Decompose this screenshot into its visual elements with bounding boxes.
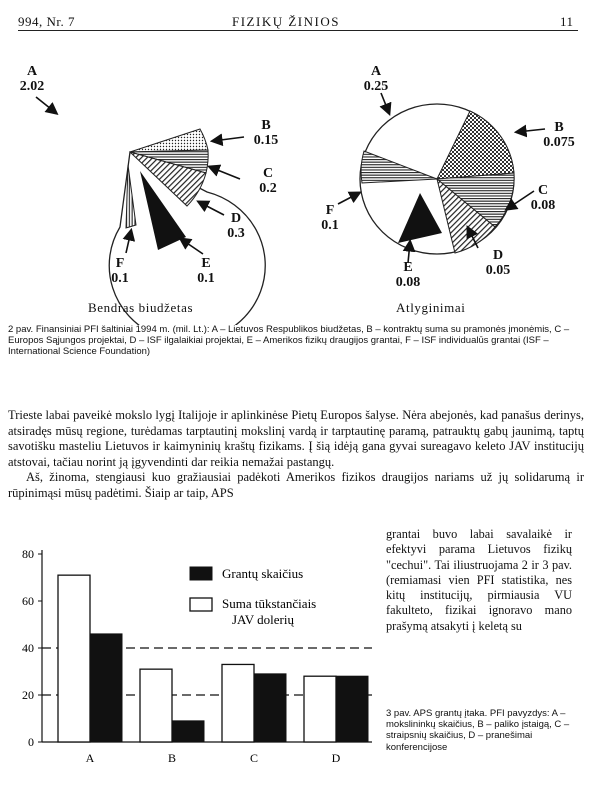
- bar-grantu-B: [172, 721, 204, 742]
- bar-chart-legend: [190, 566, 316, 627]
- slice-letter: C: [537, 183, 549, 198]
- pie-charts-figure: [0, 55, 599, 325]
- slice-value: 0.15: [253, 133, 279, 148]
- bar-suma-A: [58, 575, 90, 742]
- slice-letter: B: [554, 120, 564, 135]
- bar-chart-bars: [58, 575, 368, 742]
- figure-2-caption: 2 pav. Finansiniai PFI šaltiniai 1994 m. (mil. Lt.): A – Lietuvos Respublikos biudžetas, B – kontraktų suma su pramonės įmonėmis, C – Europos Sąjungos projektai, D – ISF ilgalaikiai projektai, E – Amerikos fizikų draugijos grantai, F – ISF individualūs grantai (ISF – International Science Foundation): [8, 324, 570, 357]
- y-tick-label: 80: [22, 547, 34, 561]
- journal-title: FIZIKŲ ŽINIOS: [232, 14, 340, 29]
- slice-value: 0.075: [543, 135, 575, 150]
- slice-letter: E: [403, 260, 413, 275]
- legend-swatch-black: [190, 567, 212, 580]
- figure-3-caption: 3 pav. APS grantų įtaka. PFI pavyzdys: A – mokslininkų skaičius, B – paliko įstaigą, C – straipsnių skaičius, D – pranešimai konferencijose: [386, 708, 570, 753]
- y-tick-label: 0: [28, 735, 34, 749]
- bar-suma-B: [140, 669, 172, 742]
- slice-letter: E: [201, 256, 211, 271]
- header-left: 994, Nr. 7: [18, 14, 75, 29]
- slice-letter: F: [115, 256, 125, 271]
- x-tick-label: D: [331, 751, 341, 765]
- slice-value: 0.2: [259, 181, 277, 196]
- y-tick-label: 40: [22, 641, 34, 655]
- pie-left-title: Bendras biudžetas: [88, 300, 194, 315]
- slice-value: 0.25: [363, 79, 389, 94]
- slice-value: 0.3: [227, 226, 245, 241]
- bar-grantu-D: [336, 676, 368, 742]
- slice-value: 0.08: [395, 275, 421, 290]
- slice-letter: D: [492, 248, 504, 263]
- slice-value: 0.1: [197, 271, 215, 286]
- legend-label-2a: Suma tūkstančiais: [222, 596, 317, 611]
- bar-grantu-A: [90, 634, 122, 742]
- bar-suma-D: [304, 676, 336, 742]
- bar-chart-xticks: [86, 751, 341, 765]
- pie-right-label-b: [534, 120, 584, 150]
- paragraph-2-wrap: grantai buvo labai savalaikė ir efektyvi parama Lietuvos fizikų "cechui". Tai iliustruojama 2 ir 3 pav. (remiamasi vien PFI statistika, nes kitų institucijų, pirmiausia VU fakulteto, fizikai ignoravo mano prašymą atsakyti į keletą su: [386, 527, 572, 633]
- slice-value: 2.02: [19, 79, 45, 94]
- slice-value: 0.1: [321, 218, 339, 233]
- paragraph-2: Aš, žinoma, stengiausi kuo gražiausiai padėkoti Amerikos fizikos draugijos nariams už jų solidarumą ir rūpinimąsi mūsų padėtimi. Šiaip ar taip, APS: [8, 470, 584, 500]
- paragraph-1: Trieste labai paveikė mokslo lygį Italijoje ir aplinkinėse Pietų Europos šalyse. Nėra abejonės, kad panašus derinys, atsiradęs mūsų regione, turėdamas tarptautinį mokslinį vardą ir tarptautinę paramą, patrauktų gabų jaunimą, taptų savotišku masteliu Lietuvos ir kaimyninių kraštų fizikams. Į šią idėją gana gyvai sureagavo keleto JAV institucijų atstovai, tačiau norint ją įgyvendinti dar reikia nemažai pastangų.: [8, 408, 584, 469]
- pie-left-slice-b: [130, 129, 208, 152]
- legend-label-1: Grantų skaičius: [222, 566, 304, 581]
- article-body: [8, 408, 584, 502]
- slice-letter: D: [230, 211, 242, 226]
- slice-letter: A: [26, 64, 38, 79]
- pie-left-label-f: [102, 256, 138, 286]
- y-tick-label: 60: [22, 594, 34, 608]
- pie-right-label-e: [388, 260, 428, 290]
- legend-swatch-white: [190, 598, 212, 611]
- x-tick-label: B: [167, 751, 177, 765]
- page-number: 11: [560, 14, 574, 29]
- pie-left-label-b: [246, 118, 286, 148]
- pie-left-label-e: [188, 256, 224, 286]
- pie-right: [360, 104, 514, 254]
- legend-label-2b: JAV dolerių: [232, 612, 294, 627]
- slice-value: 0.1: [111, 271, 129, 286]
- y-tick-label: 20: [22, 688, 34, 702]
- bar-chart-yticks: [22, 547, 42, 749]
- slice-letter: C: [262, 166, 274, 181]
- pie-right-label-c: [523, 183, 563, 213]
- pie-left-label-d: [218, 211, 254, 241]
- pie-right-label-d: [478, 248, 518, 278]
- slice-letter: F: [325, 203, 335, 218]
- pie-right-label-f: [312, 203, 348, 233]
- pie-right-title: Atlyginimai: [396, 300, 466, 315]
- slice-letter: B: [261, 118, 271, 133]
- pie-right-label-a: [358, 64, 394, 94]
- x-tick-label: C: [249, 751, 259, 765]
- bar-suma-C: [222, 664, 254, 742]
- slice-letter: A: [370, 64, 382, 79]
- slice-value: 0.05: [485, 263, 511, 278]
- bar-chart: [0, 540, 386, 770]
- bar-grantu-C: [254, 674, 286, 742]
- header-rule: [18, 30, 578, 31]
- pie-left-label-a: [14, 64, 50, 94]
- slice-value: 0.08: [530, 198, 556, 213]
- x-tick-label: A: [85, 751, 95, 765]
- pie-left-label-c: [250, 166, 286, 196]
